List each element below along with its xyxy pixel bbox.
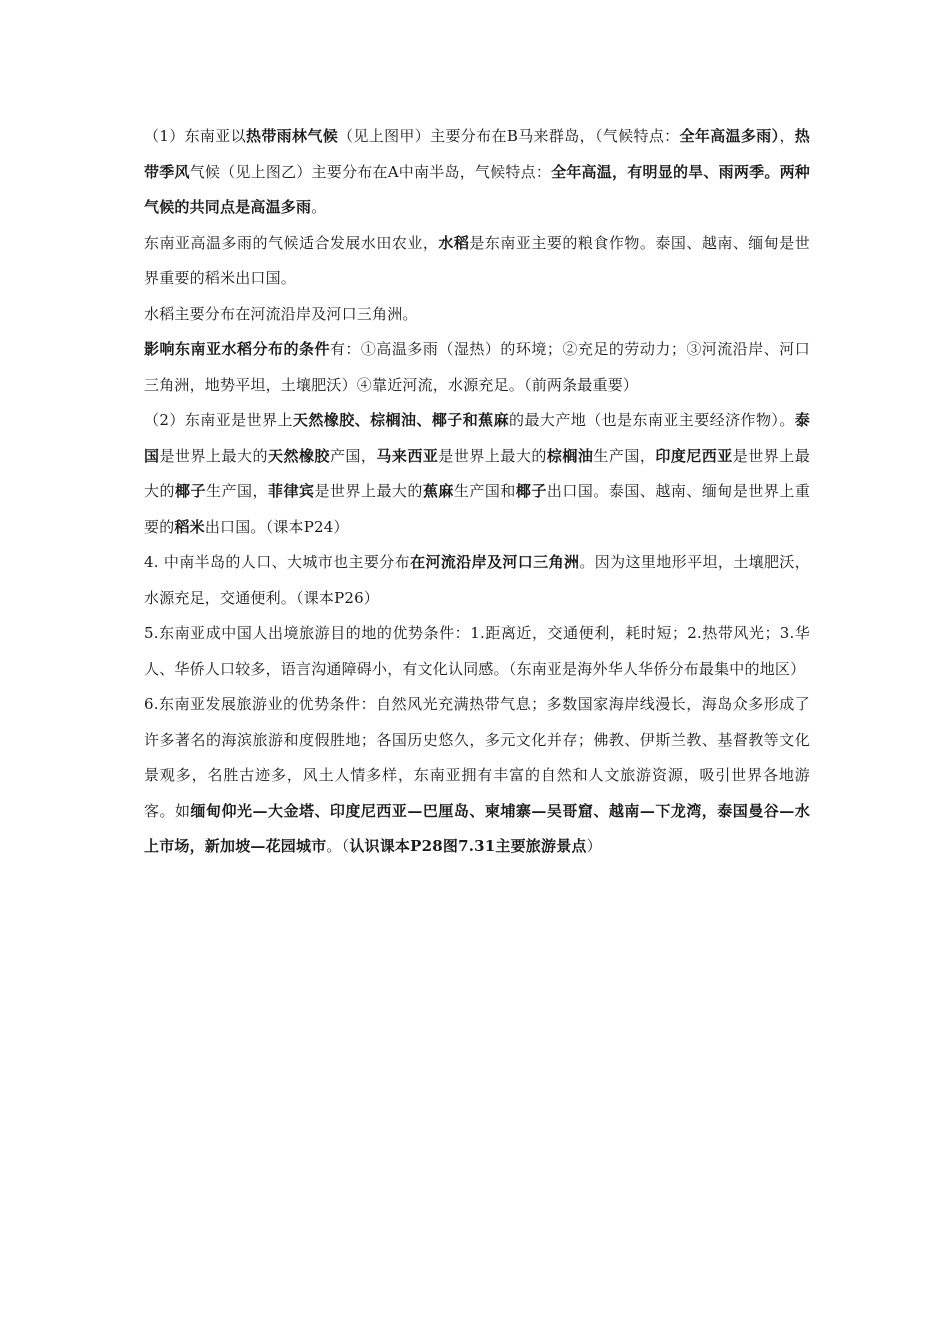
paragraph-rice-agriculture xyxy=(144,226,810,297)
text-run: 生产国， xyxy=(593,446,656,465)
paragraph-tourism-advantages xyxy=(144,687,810,865)
bold-run: 全年高温，有明显的旱、雨两季。两种气候的共同点是高温多雨 xyxy=(144,162,810,216)
text-run: 是世界上最大的 xyxy=(314,482,423,500)
bold-run: 菲律宾 xyxy=(267,482,315,500)
text-run: 生产国和 xyxy=(453,482,516,500)
text-run: 。 xyxy=(311,198,327,216)
text-run: 4. 中南半岛的人口、大城市也主要分布 xyxy=(144,553,411,571)
bold-run: 全年高温多雨） xyxy=(679,127,780,145)
bold-run: 椰子 xyxy=(515,482,547,500)
bold-run: 泰国 xyxy=(144,411,810,465)
bold-run: 椰子 xyxy=(175,482,206,500)
text-run: 出口国。泰国、越南、缅甸是世界上重要的 xyxy=(144,482,811,536)
bold-run: 缅甸仰光—大金塔、印度尼西亚—巴厘岛、柬埔寨—吴哥窟、越南—下龙湾，泰国曼谷—水上市场，新加坡—花园城市 xyxy=(144,801,810,855)
bold-run: 天然橡胶 xyxy=(267,446,330,465)
bold-run: 热带雨林气候 xyxy=(245,127,339,145)
text-run: 气候（见上图乙）主要分布在A中南半岛，气候特点： xyxy=(189,162,552,181)
text-run: 是世界上最大的 xyxy=(438,446,547,465)
bold-run: 稻米 xyxy=(174,517,205,536)
bold-run: 蕉麻 xyxy=(422,482,454,500)
text-run: 水稻主要分布在河流沿岸及河口三角洲。 xyxy=(144,304,418,323)
text-run: 的最大产地（也是东南亚主要经济作物）。 xyxy=(509,411,795,429)
text-run: 东南亚高温多雨的气候适合发展水田农业， xyxy=(144,233,439,252)
bold-run: 在河流沿岸及河口三角洲 xyxy=(410,553,580,571)
paragraph-tourism-destination xyxy=(144,616,810,687)
text-run: 有：①高温多雨（湿热）的环境；②充足的劳动力；③河流沿岸、河口三角洲，地势平坦，土壤肥沃）④靠近河流，水源充足。（前两条最重要） xyxy=(144,340,810,394)
bold-run: 热带季风 xyxy=(144,127,810,181)
text-run: （1）东南亚以 xyxy=(144,127,246,145)
text-run: 5.东南亚成中国人出境旅游目的地的优势条件：1.距离近，交通便利，耗时短；2.热带风光；3.华人、华侨人口较多，语言沟通障碍小，有文化认同感。（东南亚是海外华人华侨分布最集中的地区） xyxy=(144,624,810,678)
text-run: 6.东南亚发展旅游业的优势条件：自然风光充满热带气息；多数国家海岸线漫长，海岛众多形成了许多著名的海滨旅游和度假胜地；各国历史悠久，多元文化并存；佛教、伊斯兰教、基督教等文化景观多，名胜古迹多，风土人情多样，东南亚拥有丰富的自然和人文旅游资源，吸引世界各地游客。如 xyxy=(144,695,810,820)
text-run: （见上图甲）主要分布在B马来群岛，（气候特点： xyxy=(338,127,680,145)
bold-run: 天然橡胶、棕榈油、椰子和蕉麻 xyxy=(292,411,510,429)
bold-run: 印度尼西亚 xyxy=(655,446,733,465)
text-run: （2）东南亚是世界上 xyxy=(144,411,293,429)
bold-run: 认识课本P28图7.31主要旅游景点 xyxy=(349,837,587,855)
text-run: 产国， xyxy=(329,446,377,465)
paragraph-climate xyxy=(144,119,810,226)
bold-run: 马来西亚 xyxy=(376,446,439,465)
text-run: 是东南亚主要的粮食作物。泰国、越南、缅甸是世界重要的稻米出口国。 xyxy=(144,233,810,287)
text-run: 生产国， xyxy=(206,482,268,500)
text-run: 是世界上最大的 xyxy=(159,446,268,465)
document-body xyxy=(144,119,810,865)
paragraph-population xyxy=(144,545,810,616)
paragraph-cash-crops xyxy=(144,403,810,545)
text-run: 是世界上最大的 xyxy=(144,446,810,500)
text-run: ， xyxy=(779,127,795,145)
text-run: 出口国。（课本P24） xyxy=(204,517,349,536)
bold-run: 棕榈油 xyxy=(546,446,594,465)
paragraph-rice-distribution xyxy=(144,297,810,333)
bold-run: 水稻 xyxy=(438,233,470,252)
bold-run: 影响东南亚水稻分布的条件 xyxy=(144,340,330,358)
text-run: 。（ xyxy=(326,837,350,855)
text-run: 。因为这里地形平坦，土壤肥沃，水源充足，交通便利。（课本P26） xyxy=(144,553,810,607)
text-run: ） xyxy=(586,837,602,855)
paragraph-rice-conditions xyxy=(144,332,810,403)
